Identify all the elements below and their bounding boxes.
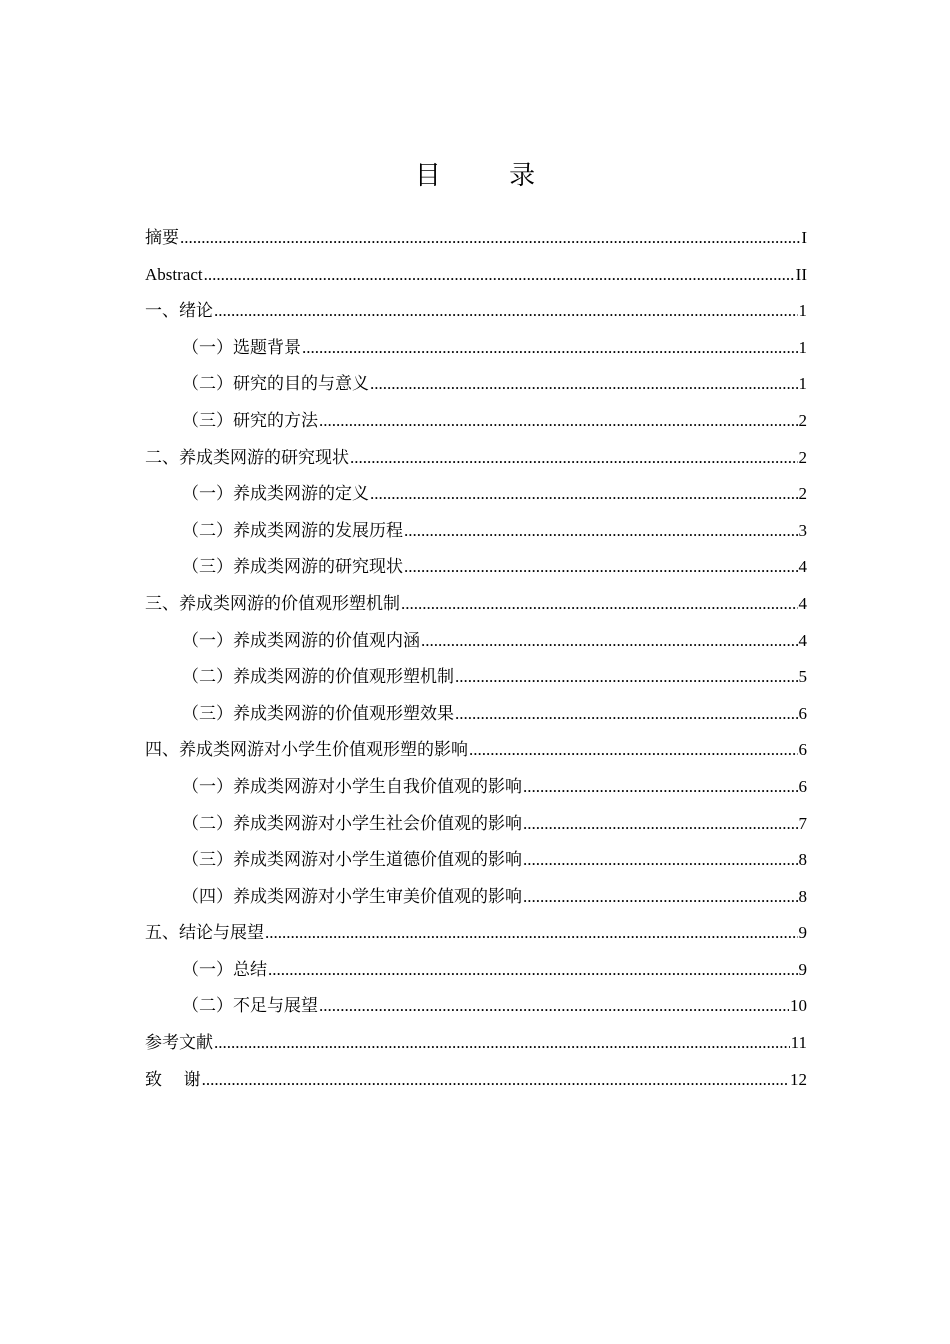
toc-entry-label: （一）总结 (182, 959, 267, 980)
toc-entry-label: 二、养成类网游的研究现状 (145, 447, 349, 468)
toc-page-number: 10 (790, 996, 807, 1016)
toc-entry-label: （三）养成类网游的研究现状 (182, 557, 403, 578)
toc-entry-section-4-3[interactable] (145, 842, 807, 879)
toc-page-number: 7 (798, 813, 807, 833)
toc-entry-label: （三）养成类网游的价值观形塑效果 (182, 703, 454, 724)
toc-page-number: 3 (798, 520, 807, 540)
toc-entry-chapter-2[interactable] (145, 440, 807, 477)
toc-entry-abstract-cn[interactable] (145, 220, 807, 257)
toc-page-number: 4 (798, 557, 807, 577)
toc-entry-section-1-1[interactable] (145, 330, 807, 367)
toc-entry-label: 摘要 (145, 228, 179, 248)
toc-page-number: 4 (798, 593, 807, 613)
toc-entry-label: 四、养成类网游对小学生价值观形塑的影响 (145, 740, 468, 761)
toc-page-number: 1 (798, 337, 807, 357)
toc-entry-label: （二）研究的目的与意义 (182, 374, 369, 395)
toc-entry-chapter-5[interactable] (145, 915, 807, 952)
toc-entry-label: 一、绪论 (145, 301, 213, 322)
toc-dot-leader (523, 879, 798, 915)
toc-dot-leader (370, 476, 798, 512)
toc-page-number: 2 (798, 410, 807, 430)
toc-dot-leader (523, 769, 798, 805)
toc-dot-leader (265, 915, 798, 951)
toc-page-number: 5 (798, 667, 807, 687)
toc-dot-leader (202, 1062, 789, 1098)
toc-entry-section-3-3[interactable] (145, 696, 807, 733)
toc-page-number: 6 (798, 740, 807, 760)
toc-entry-section-5-2[interactable] (145, 988, 807, 1025)
toc-entry-section-3-1[interactable] (145, 623, 807, 660)
toc-dot-leader (455, 659, 798, 695)
toc-dot-leader (469, 732, 798, 768)
toc-dot-leader (204, 257, 795, 293)
toc-dot-leader (180, 220, 800, 256)
toc-dot-leader (302, 330, 798, 366)
toc-entry-section-2-2[interactable] (145, 513, 807, 550)
toc-page-number: 12 (790, 1069, 807, 1089)
toc-entry-section-4-1[interactable] (145, 769, 807, 806)
toc-dot-leader (455, 696, 798, 732)
toc-dot-leader (401, 586, 798, 622)
toc-dot-leader (523, 806, 798, 842)
table-of-contents (145, 220, 807, 1098)
toc-entry-label: （二）养成类网游的价值观形塑机制 (182, 667, 454, 688)
toc-page-number: 4 (798, 630, 807, 650)
toc-entry-label: 五、结论与展望 (145, 923, 264, 944)
toc-dot-leader (319, 988, 789, 1024)
toc-page-number: 1 (798, 301, 807, 321)
toc-page-number: II (795, 264, 807, 284)
toc-page-number: 11 (790, 1033, 807, 1053)
toc-entry-chapter-3[interactable] (145, 586, 807, 623)
toc-page-number: 8 (798, 850, 807, 870)
toc-page-number: 1 (798, 374, 807, 394)
toc-dot-leader (370, 366, 798, 402)
toc-entry-acknowledgements[interactable] (145, 1062, 807, 1099)
toc-dot-leader (214, 293, 798, 329)
toc-entry-section-4-2[interactable] (145, 806, 807, 843)
toc-page-number: I (801, 228, 807, 247)
toc-entry-section-4-4[interactable] (145, 879, 807, 916)
toc-entry-chapter-1[interactable] (145, 293, 807, 330)
toc-entry-section-1-2[interactable] (145, 366, 807, 403)
toc-dot-leader (404, 549, 798, 585)
toc-entry-label: （一）养成类网游的价值观内涵 (182, 630, 420, 651)
toc-entry-label: （二）不足与展望 (182, 996, 318, 1017)
toc-entry-label: 致 谢 (145, 1069, 201, 1090)
toc-entry-section-2-3[interactable] (145, 549, 807, 586)
toc-page-number: 9 (798, 923, 807, 943)
toc-entry-label: （三）养成类网游对小学生道德价值观的影响 (182, 850, 522, 871)
toc-dot-leader (404, 513, 798, 549)
toc-entry-section-3-2[interactable] (145, 659, 807, 696)
toc-dot-leader (319, 403, 798, 439)
toc-entry-label: （三）研究的方法 (182, 410, 318, 431)
toc-entry-label: （四）养成类网游对小学生审美价值观的影响 (182, 886, 522, 907)
toc-page-number: 2 (798, 484, 807, 504)
toc-title: 目 录 (414, 161, 566, 191)
toc-dot-leader (214, 1025, 790, 1061)
toc-page-number: 2 (798, 447, 807, 467)
toc-entry-label: Abstract (145, 264, 203, 284)
toc-entry-section-1-3[interactable] (145, 403, 807, 440)
toc-entry-label: （一）养成类网游的定义 (182, 484, 369, 505)
toc-entry-references[interactable] (145, 1025, 807, 1062)
toc-page-number: 8 (798, 886, 807, 906)
toc-dot-leader (268, 952, 798, 988)
toc-entry-label: （一）养成类网游对小学生自我价值观的影响 (182, 776, 522, 797)
toc-page-number: 6 (798, 776, 807, 796)
toc-dot-leader (350, 440, 798, 476)
toc-entry-label: （一）选题背景 (182, 337, 301, 358)
toc-dot-leader (523, 842, 798, 878)
toc-page-number: 9 (798, 959, 807, 979)
toc-entry-abstract-en[interactable] (145, 257, 807, 294)
toc-entry-label: 参考文献 (145, 1033, 213, 1054)
toc-dot-leader (421, 623, 798, 659)
toc-entry-label: （二）养成类网游的发展历程 (182, 520, 403, 541)
toc-entry-section-2-1[interactable] (145, 476, 807, 513)
toc-entry-label: 三、养成类网游的价值观形塑机制 (145, 593, 400, 614)
toc-entry-label: （二）养成类网游对小学生社会价值观的影响 (182, 813, 522, 834)
toc-page-number: 6 (798, 703, 807, 723)
toc-entry-chapter-4[interactable] (145, 732, 807, 769)
toc-entry-section-5-1[interactable] (145, 952, 807, 989)
